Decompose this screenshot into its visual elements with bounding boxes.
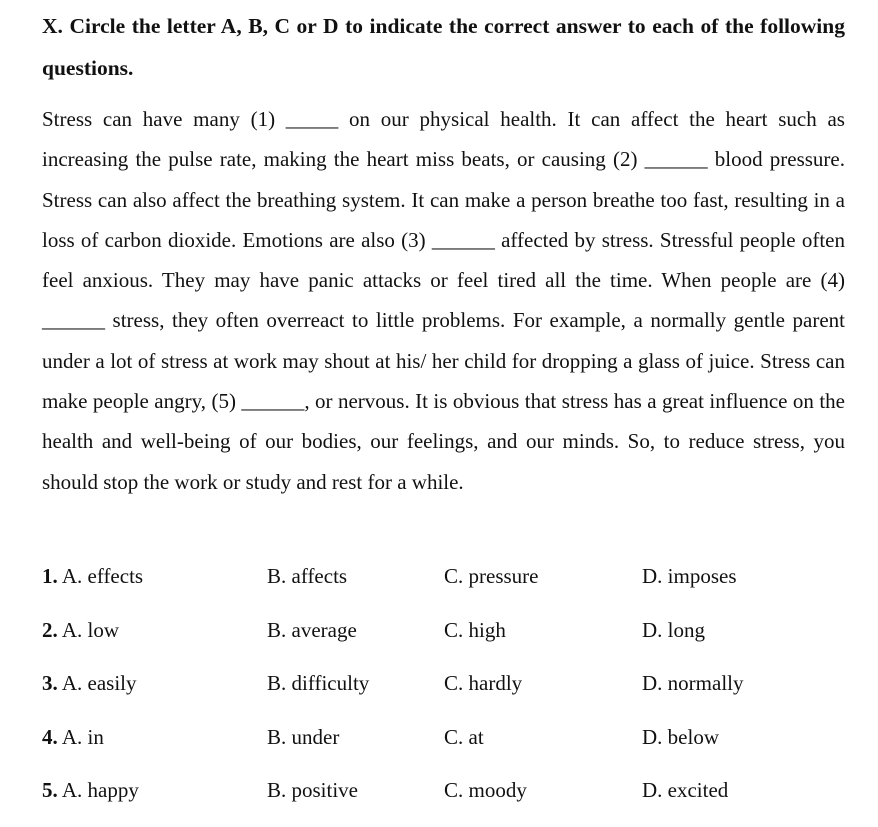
option-c[interactable]: C. pressure <box>444 564 539 588</box>
passage-text: , or nervous. It is obvious that stress has a great influence on the health and well-being of our bodies, our feelings, and our minds. So, to reduce stress, you should stop the work or study and rest for a while. <box>42 389 845 494</box>
option-d[interactable]: D. excited <box>642 778 729 803</box>
question-number: 2. <box>42 617 58 642</box>
option-a-label: A. easily <box>61 671 137 696</box>
option-a[interactable] <box>42 657 137 711</box>
option-d[interactable]: D. long <box>642 617 705 642</box>
option-c[interactable]: C. moody <box>444 778 527 803</box>
question-list <box>42 550 845 818</box>
option-a[interactable] <box>42 711 104 765</box>
question-number: 5. <box>42 778 58 803</box>
option-a-label: A. effects <box>61 564 144 588</box>
blank-4: (4) ______ <box>42 268 845 333</box>
option-b[interactable]: B. average <box>267 617 357 642</box>
option-b[interactable]: B. positive <box>267 778 359 803</box>
option-b[interactable]: B. difficulty <box>267 671 370 696</box>
option-b[interactable]: B. affects <box>267 564 348 588</box>
option-a-label: A. in <box>61 724 104 749</box>
passage-text: on our physical health. It can affect the heart such as increasing the pulse rate, making the heart miss beats, or causing <box>42 107 845 172</box>
blank-5: (5) ______ <box>211 389 305 414</box>
option-a[interactable] <box>42 604 119 658</box>
passage-text: stress, they often overreact to little problems. For example, a normally gentle parent under a lot of stress at work may shout at his/ her child for dropping a glass of juice. Stress can make people angry, <box>42 308 845 414</box>
question-number: 3. <box>42 671 58 696</box>
option-d[interactable]: D. imposes <box>642 564 737 588</box>
option-d[interactable]: D. normally <box>642 671 744 696</box>
option-a-label: A. low <box>61 617 120 642</box>
question-row-1 <box>42 550 845 604</box>
exercise-page <box>42 0 845 803</box>
question-row-2 <box>42 604 845 658</box>
question-row-5 <box>42 764 845 818</box>
option-c[interactable]: C. hardly <box>444 671 523 696</box>
question-number: 1. <box>42 564 58 588</box>
option-c[interactable]: C. at <box>444 724 484 749</box>
passage-text: affected by stress. Stressful people often feel anxious. They may have panic attacks or feel tired all the time. When people are <box>42 227 845 293</box>
blank-1: (1) _____ <box>250 107 339 131</box>
option-c[interactable]: C. high <box>444 617 506 642</box>
question-number: 4. <box>42 724 58 749</box>
option-a[interactable] <box>42 764 139 818</box>
option-b[interactable]: B. under <box>267 724 340 749</box>
passage-text: blood pressure. Stress can also affect the breathing system. It can make a person breathe too fast, resulting in a loss of carbon dioxide. Emotions are also <box>42 147 845 252</box>
question-row-3 <box>42 657 845 711</box>
option-d[interactable]: D. below <box>642 724 719 749</box>
blank-3: (3) ______ <box>401 227 495 252</box>
option-a-label: A. happy <box>61 778 139 803</box>
reading-passage <box>42 89 845 502</box>
passage-text: Stress can have many <box>42 107 251 131</box>
blank-2: (2) ______ <box>612 147 708 172</box>
question-row-4 <box>42 711 845 765</box>
exercise-heading: X. Circle the letter A, B, C or D to indicate the correct answer to each of the following questions. <box>42 14 845 80</box>
option-a[interactable] <box>42 550 143 604</box>
